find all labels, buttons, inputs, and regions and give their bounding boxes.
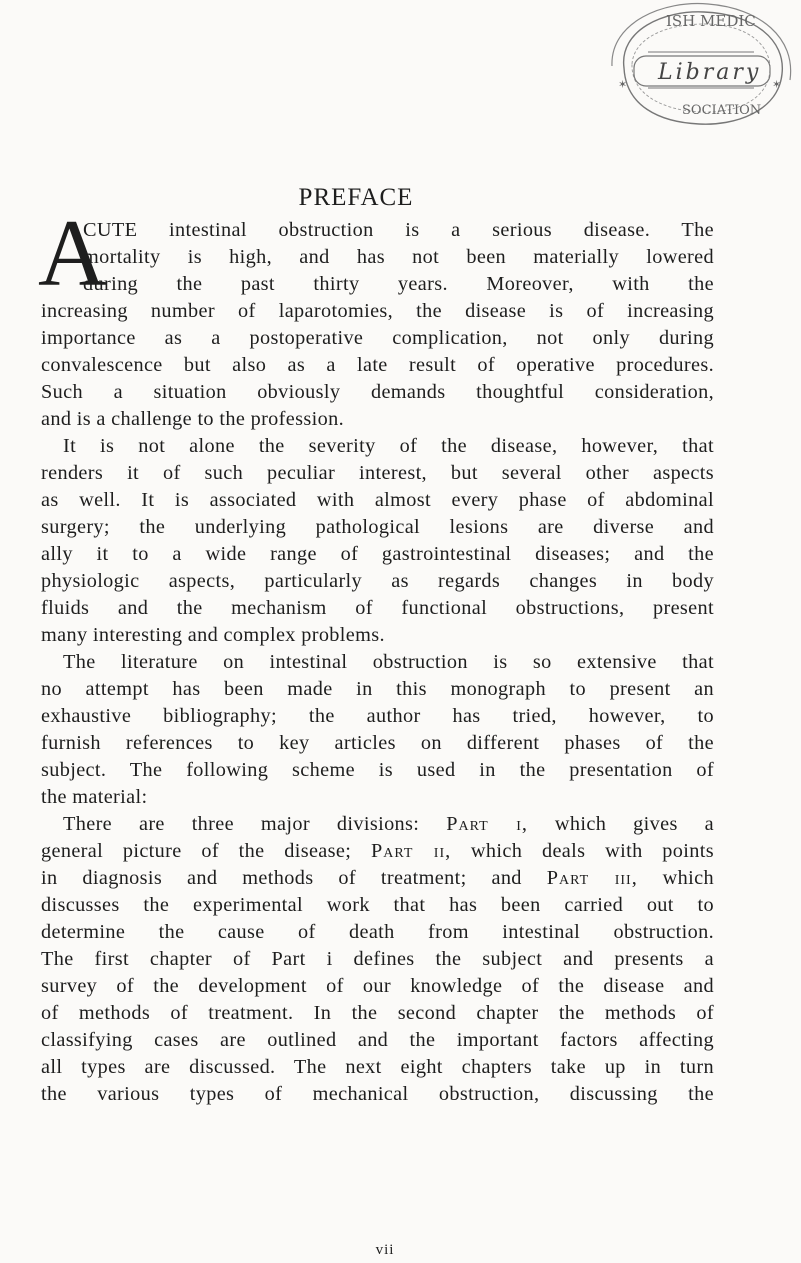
text-segment: in diagnosis and methods of treatment; and [41,867,522,889]
text-line: It is not alone the severity of the disease, however, that [63,435,714,457]
page-title: PREFACE [298,184,414,211]
part-reference: Part ii, [370,840,452,862]
text-line: fluids and the mechanism of functional obstructions, present [41,597,714,619]
text-line: renders it of such peculiar interest, but several other aspects [41,462,714,484]
text-line: increasing number of laparotomies, the disease is of increasing [41,300,714,322]
text-segment: general picture of the disease; [41,840,352,862]
svg-text:ISH MEDIC: ISH MEDIC [666,12,756,30]
text-line: ally it to a wide range of gastrointestinal diseases; and the [41,543,714,565]
text-line: discusses the experimental work that has been carried out to [41,894,714,916]
text-line: many interesting and complex problems. [41,624,385,646]
part-reference: Part i, [446,813,528,835]
text-line: Such a situation obviously demands thoughtful consideration, [41,381,714,403]
text-line: mortality is high, and has not been materially lowered [83,246,714,268]
text-line: no attempt has been made in this monograph to present an [41,678,714,700]
part-reference: Part iii, [546,867,638,889]
text-segment: which [662,867,714,889]
text-line: survey of the development of our knowledge of the disease and [41,975,714,997]
text-line: exhaustive bibliography; the author has tried, however, to [41,705,714,727]
text-line: physiologic aspects, particularly as regards changes in body [41,570,714,592]
svg-text:✶: ✶ [618,78,628,91]
text-line: all types are discussed. The next eight chapters take up in turn [41,1056,714,1078]
text-line: determine the cause of death from intestinal obstruction. [41,921,714,943]
svg-text:✶: ✶ [772,78,782,91]
text-line: the material: [41,786,148,808]
text-line: of methods of treatment. In the second chapter the methods of [41,1002,714,1024]
drop-cap: A [38,200,107,306]
text-line: furnish references to key articles on different phases of the [41,732,714,754]
text-line: The first chapter of Part i defines the subject and presents a [41,948,714,970]
text-line: The literature on intestinal obstruction is so extensive that [63,651,714,673]
text-line: the various types of mechanical obstruction, discussing the [41,1083,714,1105]
text-segment: which deals with points [470,840,714,862]
text-line: CUTE intestinal obstruction is a serious disease. The [83,219,714,241]
svg-text:SOCIATION: SOCIATION [682,103,762,118]
svg-text:Library: Library [658,60,762,85]
text-segment: which gives a [554,813,714,835]
text-line: during the past thirty years. Moreover, with the [83,273,714,295]
text-segment: There are three major divisions: [63,813,420,835]
text-line: surgery; the underlying pathological lesions are diverse and [41,516,714,538]
text-line [63,812,714,836]
library-stamp-seal [604,2,794,132]
text-line: and is a challenge to the profession. [41,408,344,430]
text-line: as well. It is associated with almost every phase of abdominal [41,489,714,511]
text-line: convalescence but also as a late result of operative procedures. [41,354,714,376]
page-number: vii [375,1242,395,1258]
text-line: importance as a postoperative complication, not only during [41,327,714,349]
text-line: classifying cases are outlined and the important factors affecting [41,1029,714,1051]
text-line [41,866,714,890]
text-line [41,839,714,863]
text-line: subject. The following scheme is used in the presentation of [41,759,714,781]
